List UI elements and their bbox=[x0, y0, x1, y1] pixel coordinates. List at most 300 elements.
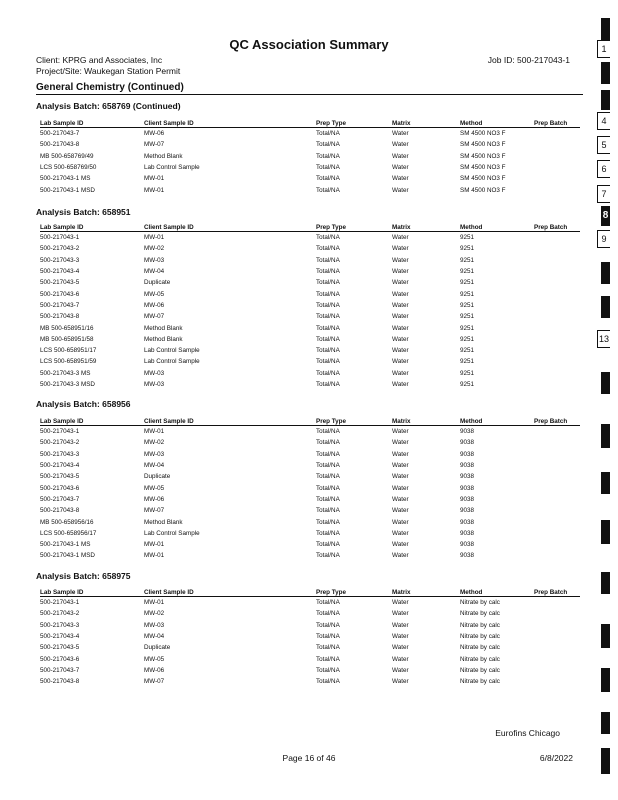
table-cell: Duplicate bbox=[144, 279, 171, 287]
table-cell: Duplicate bbox=[144, 473, 171, 481]
table-cell: Nitrate by calc bbox=[460, 666, 500, 674]
column-header: Prep Batch bbox=[534, 223, 580, 232]
table-cell: Water bbox=[392, 621, 409, 629]
table-cell: Total/NA bbox=[316, 234, 340, 242]
table-cell: Water bbox=[392, 324, 409, 332]
table-cell bbox=[534, 550, 580, 561]
table-cell: MW-03 bbox=[144, 256, 165, 264]
edge-tab-marker bbox=[601, 62, 610, 84]
table-cell: Water bbox=[392, 529, 409, 537]
table-cell: Total/NA bbox=[316, 130, 340, 138]
table-cell: 9038 bbox=[460, 507, 475, 515]
table-cell: Total/NA bbox=[316, 678, 340, 686]
table-cell bbox=[534, 437, 580, 448]
table-cell: Total/NA bbox=[316, 313, 340, 321]
table-row bbox=[40, 300, 580, 311]
table-cell: Nitrate by calc bbox=[460, 621, 500, 629]
table-cell: LCS 500-658951/59 bbox=[40, 358, 97, 366]
table-cell: MW-07 bbox=[144, 141, 165, 149]
table-cell: Water bbox=[392, 335, 409, 343]
table-cell: Lab Control Sample bbox=[144, 529, 200, 537]
table-cell: MW-01 bbox=[144, 552, 165, 560]
table-cell: 9038 bbox=[460, 462, 475, 470]
table-cell: 9038 bbox=[460, 428, 475, 436]
table-cell: Lab Control Sample bbox=[144, 164, 200, 172]
edge-tab-marker bbox=[601, 668, 610, 692]
table-cell: MW-03 bbox=[144, 381, 165, 388]
table-row bbox=[40, 631, 580, 642]
table-cell: Total/NA bbox=[316, 301, 340, 309]
table-row bbox=[40, 597, 580, 609]
table-cell: 500-217043-8 bbox=[40, 678, 80, 686]
column-header: Lab Sample ID bbox=[40, 223, 144, 232]
column-header: Prep Batch bbox=[534, 417, 580, 426]
table-cell: SM 4500 NO3 F bbox=[460, 164, 506, 172]
table-row bbox=[40, 162, 580, 173]
table-cell: 500-217043-8 bbox=[40, 141, 80, 149]
table-cell: 9038 bbox=[460, 484, 475, 492]
table-cell bbox=[534, 653, 580, 664]
page-title: QC Association Summary bbox=[229, 37, 389, 52]
table-cell: Total/NA bbox=[316, 152, 340, 160]
table-cell: MW-02 bbox=[144, 439, 165, 447]
table-cell: 9251 bbox=[460, 245, 475, 253]
column-header: Lab Sample ID bbox=[40, 588, 144, 597]
table-cell: Water bbox=[392, 439, 409, 447]
table-cell: Total/NA bbox=[316, 268, 340, 276]
table-cell: 500-217043-3 bbox=[40, 256, 80, 264]
table-cell: Nitrate by calc bbox=[460, 610, 500, 618]
table-cell bbox=[534, 139, 580, 150]
table-cell: Water bbox=[392, 552, 409, 560]
column-header: Client Sample ID bbox=[144, 223, 316, 232]
table-cell: Total/NA bbox=[316, 290, 340, 298]
column-header: Client Sample ID bbox=[144, 588, 316, 597]
table-cell: 500-217043-4 bbox=[40, 268, 80, 276]
column-header: Matrix bbox=[392, 223, 460, 232]
table-cell: Nitrate by calc bbox=[460, 678, 500, 686]
table-cell: 500-217043-6 bbox=[40, 655, 80, 663]
table-cell bbox=[534, 173, 580, 184]
table-cell: MW-01 bbox=[144, 428, 165, 436]
table-cell: 500-217043-5 bbox=[40, 473, 80, 481]
column-header: Method bbox=[460, 588, 534, 597]
edge-tab-marker bbox=[601, 748, 610, 774]
table-cell: Total/NA bbox=[316, 450, 340, 458]
column-header: Matrix bbox=[392, 588, 460, 597]
column-header: Lab Sample ID bbox=[40, 417, 144, 426]
table-row bbox=[40, 426, 580, 438]
table-cell: 9251 bbox=[460, 234, 475, 242]
table-cell: 500-217043-3 bbox=[40, 621, 80, 629]
table-cell: 500-217043-3 bbox=[40, 450, 80, 458]
column-header: Prep Type bbox=[316, 119, 392, 128]
table-cell: 500-217043-7 bbox=[40, 666, 80, 674]
table-cell: Lab Control Sample bbox=[144, 347, 200, 355]
table-row bbox=[40, 653, 580, 664]
table-cell: Water bbox=[392, 130, 409, 138]
table-cell: Total/NA bbox=[316, 256, 340, 264]
table-cell: 9251 bbox=[460, 381, 475, 388]
edge-tab-label: 13 bbox=[597, 330, 610, 348]
table-cell: 500-217043-6 bbox=[40, 290, 80, 298]
table-cell: Total/NA bbox=[316, 245, 340, 253]
footer-date: 6/8/2022 bbox=[539, 753, 573, 763]
table-row bbox=[40, 356, 580, 367]
table-cell: Water bbox=[392, 358, 409, 366]
edge-tab-marker bbox=[601, 624, 610, 648]
table-cell: MW-06 bbox=[144, 666, 165, 674]
table-cell: MW-01 bbox=[144, 175, 165, 183]
table-row bbox=[40, 173, 580, 184]
table-cell: SM 4500 NO3 F bbox=[460, 152, 506, 160]
table-cell: Total/NA bbox=[316, 381, 340, 388]
table-cell: 9251 bbox=[460, 369, 475, 377]
table-cell: Water bbox=[392, 347, 409, 355]
table-cell: MW-01 bbox=[144, 234, 165, 242]
table-cell bbox=[534, 642, 580, 653]
table-cell: 500-217043-4 bbox=[40, 633, 80, 641]
table-cell bbox=[534, 676, 580, 687]
table-cell: Water bbox=[392, 245, 409, 253]
table-cell: Total/NA bbox=[316, 358, 340, 366]
table-cell: Total/NA bbox=[316, 552, 340, 560]
footer-page-number: Page 16 of 46 bbox=[282, 753, 336, 763]
table-cell bbox=[534, 356, 580, 367]
table-cell: 500-217043-1 bbox=[40, 599, 80, 607]
table-row bbox=[40, 449, 580, 460]
table-cell: LCS 500-658951/17 bbox=[40, 347, 97, 355]
table-cell: Water bbox=[392, 290, 409, 298]
table-row bbox=[40, 494, 580, 505]
table-cell: MW-05 bbox=[144, 484, 165, 492]
table-cell bbox=[534, 426, 580, 438]
table-cell: Water bbox=[392, 428, 409, 436]
table-cell: 9251 bbox=[460, 347, 475, 355]
table-row bbox=[40, 608, 580, 619]
table-row bbox=[40, 368, 580, 379]
table-cell: Water bbox=[392, 234, 409, 242]
table-row bbox=[40, 437, 580, 448]
table-cell: 9251 bbox=[460, 324, 475, 332]
table-cell: Water bbox=[392, 541, 409, 549]
table-cell: 9038 bbox=[460, 473, 475, 481]
table-cell: MW-07 bbox=[144, 507, 165, 515]
table-cell: 9251 bbox=[460, 279, 475, 287]
table-cell: Method Blank bbox=[144, 335, 183, 343]
table-row bbox=[40, 471, 580, 482]
table-cell: Total/NA bbox=[316, 495, 340, 503]
edge-tab-marker bbox=[601, 712, 610, 734]
table-cell: Total/NA bbox=[316, 518, 340, 526]
table-cell bbox=[534, 255, 580, 266]
table-cell: MW-03 bbox=[144, 450, 165, 458]
table-cell: 500-217043-1 MS bbox=[40, 175, 91, 183]
table-cell: Nitrate by calc bbox=[460, 599, 500, 607]
footer-company: Eurofins Chicago bbox=[495, 728, 560, 738]
table-cell bbox=[534, 128, 580, 140]
edge-tab-label: 9 bbox=[597, 230, 610, 248]
column-header: Client Sample ID bbox=[144, 417, 316, 426]
column-header: Prep Batch bbox=[534, 588, 580, 597]
table-cell: Water bbox=[392, 164, 409, 172]
table-cell: Water bbox=[392, 462, 409, 470]
table-row bbox=[40, 550, 580, 561]
table-row bbox=[40, 345, 580, 356]
table-row bbox=[40, 482, 580, 493]
table-cell: 9251 bbox=[460, 256, 475, 264]
table-cell: 9038 bbox=[460, 450, 475, 458]
table-cell: Total/NA bbox=[316, 655, 340, 663]
table-cell: Water bbox=[392, 450, 409, 458]
column-header: Prep Type bbox=[316, 588, 392, 597]
table-cell: SM 4500 NO3 F bbox=[460, 186, 506, 194]
table-cell: Total/NA bbox=[316, 473, 340, 481]
batch-table bbox=[40, 588, 580, 687]
table-row bbox=[40, 184, 580, 195]
table-cell: 500-217043-3 MSD bbox=[40, 381, 95, 388]
table-cell bbox=[534, 494, 580, 505]
table-cell: 500-217043-2 bbox=[40, 245, 80, 253]
table-cell bbox=[534, 482, 580, 493]
table-cell: Total/NA bbox=[316, 279, 340, 287]
table-cell: MW-04 bbox=[144, 633, 165, 641]
column-header: Matrix bbox=[392, 119, 460, 128]
table-cell bbox=[534, 597, 580, 609]
table-header-row bbox=[40, 417, 580, 426]
table-cell: 500-217043-5 bbox=[40, 279, 80, 287]
table-cell: Water bbox=[392, 381, 409, 388]
table-cell: Nitrate by calc bbox=[460, 655, 500, 663]
table-cell: Total/NA bbox=[316, 610, 340, 618]
table-cell: Method Blank bbox=[144, 324, 183, 332]
table-cell: MB 500-658951/16 bbox=[40, 324, 94, 332]
table-row bbox=[40, 505, 580, 516]
edge-tab-label: 1 bbox=[597, 40, 610, 58]
table-cell bbox=[534, 334, 580, 345]
table-header-row bbox=[40, 119, 580, 128]
table-cell bbox=[534, 277, 580, 288]
table-cell: SM 4500 NO3 F bbox=[460, 141, 506, 149]
column-header: Client Sample ID bbox=[144, 119, 316, 128]
table-cell: 500-217043-2 bbox=[40, 439, 80, 447]
table-cell bbox=[534, 311, 580, 322]
table-cell: Total/NA bbox=[316, 324, 340, 332]
column-header: Prep Type bbox=[316, 417, 392, 426]
client-name: Client: KPRG and Associates, Inc bbox=[36, 55, 163, 65]
table-cell bbox=[534, 232, 580, 244]
table-cell: Nitrate by calc bbox=[460, 633, 500, 641]
table-cell: 9251 bbox=[460, 301, 475, 309]
table-cell: 9251 bbox=[460, 268, 475, 276]
table-cell: Total/NA bbox=[316, 164, 340, 172]
edge-tab-marker bbox=[601, 572, 610, 594]
table-cell: 500-217043-7 bbox=[40, 495, 80, 503]
edge-tab-label: 6 bbox=[597, 160, 610, 178]
table-cell: LCS 500-658769/50 bbox=[40, 164, 97, 172]
table-cell: MW-06 bbox=[144, 495, 165, 503]
table-cell: Total/NA bbox=[316, 175, 340, 183]
table-cell: Water bbox=[392, 301, 409, 309]
column-header: Lab Sample ID bbox=[40, 119, 144, 128]
table-cell: Total/NA bbox=[316, 141, 340, 149]
table-cell bbox=[534, 608, 580, 619]
edge-tab-label: 7 bbox=[597, 185, 610, 203]
table-cell: Total/NA bbox=[316, 621, 340, 629]
table-cell: Water bbox=[392, 186, 409, 194]
column-header: Method bbox=[460, 223, 534, 232]
table-cell: Total/NA bbox=[316, 484, 340, 492]
table-cell: Total/NA bbox=[316, 666, 340, 674]
job-id: Job ID: 500-217043-1 bbox=[487, 55, 570, 65]
table-cell: MW-01 bbox=[144, 599, 165, 607]
batch-table bbox=[40, 119, 580, 196]
table-cell bbox=[534, 665, 580, 676]
table-cell: 500-217043-2 bbox=[40, 610, 80, 618]
table-cell: MW-04 bbox=[144, 268, 165, 276]
table-cell: Water bbox=[392, 507, 409, 515]
table-row bbox=[40, 620, 580, 631]
table-cell: MW-01 bbox=[144, 541, 165, 549]
table-cell: Total/NA bbox=[316, 462, 340, 470]
table-row bbox=[40, 516, 580, 527]
table-cell: MW-03 bbox=[144, 369, 165, 377]
table-cell: Water bbox=[392, 175, 409, 183]
table-cell: Water bbox=[392, 518, 409, 526]
table-cell bbox=[534, 162, 580, 173]
table-row bbox=[40, 460, 580, 471]
table-cell bbox=[534, 243, 580, 254]
table-cell: 500-217043-8 bbox=[40, 507, 80, 515]
table-cell bbox=[534, 505, 580, 516]
table-cell: Total/NA bbox=[316, 633, 340, 641]
table-cell bbox=[534, 460, 580, 471]
table-cell bbox=[534, 151, 580, 162]
table-cell: 500-217043-1 MSD bbox=[40, 186, 95, 194]
table-cell: Total/NA bbox=[316, 428, 340, 436]
table-cell: SM 4500 NO3 F bbox=[460, 130, 506, 138]
edge-tab-label: 4 bbox=[597, 112, 610, 130]
table-cell: MB 500-658951/58 bbox=[40, 335, 94, 343]
column-header: Method bbox=[460, 119, 534, 128]
table-cell: 9251 bbox=[460, 358, 475, 366]
table-cell: Total/NA bbox=[316, 439, 340, 447]
table-cell: Method Blank bbox=[144, 518, 183, 526]
batch-title: Analysis Batch: 658769 (Continued) bbox=[36, 101, 181, 111]
table-cell: 500-217043-7 bbox=[40, 130, 80, 138]
table-cell: Total/NA bbox=[316, 644, 340, 652]
table-cell: Water bbox=[392, 644, 409, 652]
edge-tab-label-active: 8 bbox=[601, 206, 610, 226]
table-cell bbox=[534, 288, 580, 299]
table-cell: Water bbox=[392, 484, 409, 492]
table-row bbox=[40, 128, 580, 140]
table-cell: SM 4500 NO3 F bbox=[460, 175, 506, 183]
batch-title: Analysis Batch: 658975 bbox=[36, 571, 131, 581]
table-row bbox=[40, 676, 580, 687]
batch-title: Analysis Batch: 658956 bbox=[36, 399, 131, 409]
table-cell: MW-06 bbox=[144, 130, 165, 138]
table-cell: 500-217043-3 MS bbox=[40, 369, 91, 377]
table-row bbox=[40, 642, 580, 653]
table-cell bbox=[534, 184, 580, 195]
table-cell: 500-217043-8 bbox=[40, 313, 80, 321]
table-cell bbox=[534, 449, 580, 460]
table-cell bbox=[534, 516, 580, 527]
table-row bbox=[40, 539, 580, 550]
table-cell bbox=[534, 631, 580, 642]
table-cell: 500-217043-1 bbox=[40, 428, 80, 436]
batch-table bbox=[40, 223, 580, 390]
table-cell: 500-217043-7 bbox=[40, 301, 80, 309]
table-cell: Lab Control Sample bbox=[144, 358, 200, 366]
edge-tab-marker bbox=[601, 262, 610, 284]
table-cell: MW-04 bbox=[144, 462, 165, 470]
table-cell: Water bbox=[392, 256, 409, 264]
table-cell: Method Blank bbox=[144, 152, 183, 160]
table-cell: Nitrate by calc bbox=[460, 644, 500, 652]
table-cell: MW-05 bbox=[144, 655, 165, 663]
edge-tab-marker bbox=[601, 372, 610, 394]
table-cell: 500-217043-5 bbox=[40, 644, 80, 652]
table-cell: 500-217043-4 bbox=[40, 462, 80, 470]
table-row bbox=[40, 311, 580, 322]
table-cell bbox=[534, 528, 580, 539]
table-cell: Water bbox=[392, 152, 409, 160]
table-row bbox=[40, 151, 580, 162]
table-cell: Water bbox=[392, 141, 409, 149]
table-row bbox=[40, 322, 580, 333]
table-cell: Water bbox=[392, 473, 409, 481]
table-cell: 9038 bbox=[460, 552, 475, 560]
project-site: Project/Site: Waukegan Station Permit bbox=[36, 66, 181, 76]
table-header-row bbox=[40, 588, 580, 597]
table-cell: MW-06 bbox=[144, 301, 165, 309]
table-row bbox=[40, 288, 580, 299]
table-cell: MW-07 bbox=[144, 678, 165, 686]
table-cell: MW-02 bbox=[144, 245, 165, 253]
table-cell: Total/NA bbox=[316, 599, 340, 607]
table-cell: 9251 bbox=[460, 290, 475, 298]
table-cell: MB 500-658769/49 bbox=[40, 152, 94, 160]
table-row bbox=[40, 334, 580, 345]
table-cell: MW-07 bbox=[144, 313, 165, 321]
table-header-row bbox=[40, 223, 580, 232]
batch-title: Analysis Batch: 658951 bbox=[36, 207, 131, 217]
table-cell: Water bbox=[392, 599, 409, 607]
table-cell: 500-217043-1 MSD bbox=[40, 552, 95, 560]
edge-tab-marker bbox=[601, 90, 610, 110]
table-cell: Water bbox=[392, 313, 409, 321]
table-cell: MB 500-658956/16 bbox=[40, 518, 94, 526]
table-row bbox=[40, 232, 580, 244]
table-row bbox=[40, 665, 580, 676]
table-cell bbox=[534, 300, 580, 311]
table-cell: 500-217043-1 MS bbox=[40, 541, 91, 549]
table-cell: Water bbox=[392, 268, 409, 276]
column-header: Prep Type bbox=[316, 223, 392, 232]
column-header: Matrix bbox=[392, 417, 460, 426]
table-row bbox=[40, 139, 580, 150]
table-cell bbox=[534, 368, 580, 379]
table-cell: 9251 bbox=[460, 313, 475, 321]
table-cell: 9251 bbox=[460, 335, 475, 343]
table-cell bbox=[534, 266, 580, 277]
table-cell: 500-217043-1 bbox=[40, 234, 80, 242]
table-cell: Total/NA bbox=[316, 347, 340, 355]
table-cell bbox=[534, 471, 580, 482]
edge-tab-label: 5 bbox=[597, 136, 610, 154]
